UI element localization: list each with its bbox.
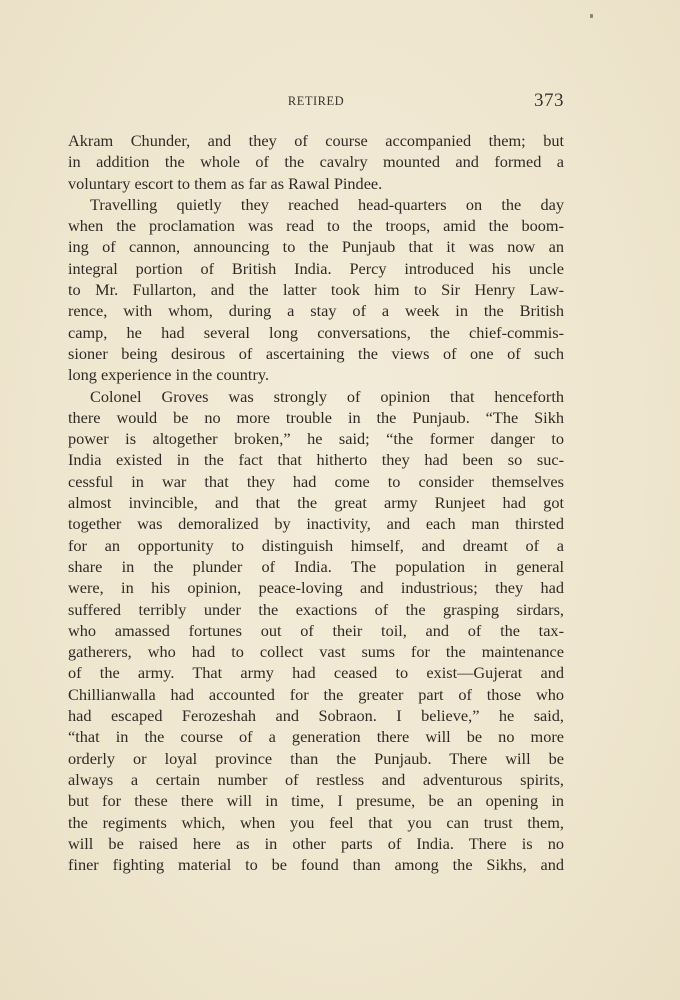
text-line: for an opportunity to distinguish himself, and dreamt of a <box>68 535 564 555</box>
text-line: who amassed fortunes out of their toil, and of the tax- <box>68 620 564 640</box>
text-line: ing of cannon, announcing to the Punjaub that it was now an <box>68 237 564 257</box>
text-line: together was demoralized by inactivity, and each man thirsted <box>68 514 564 534</box>
text-line: to Mr. Fullarton, and the latter took him to Sir Henry Law- <box>68 280 564 300</box>
text-line: voluntary escort to them as far as Rawal Pindee. <box>68 173 383 193</box>
text-line: share in the plunder of India. The population in general <box>68 556 564 576</box>
text-line: suffered terribly under the exactions of the grasping sirdars, <box>68 599 564 619</box>
text-line: when the proclamation was read to the troops, amid the boom- <box>68 216 564 236</box>
text-line: Akram Chunder, and they of course accompanied them; but <box>68 131 564 150</box>
text-line: there would be no more trouble in the Punjaub. “The Sikh <box>68 407 564 427</box>
text-line: Chillianwalla had accounted for the greater part of those who <box>68 684 564 704</box>
text-line: power is altogether broken,” he said; “the former danger to <box>68 429 564 449</box>
text-line: finer fighting material to be found than among the Sikhs, and <box>68 855 564 875</box>
text-line: of the army. That army had ceased to exist—Gujerat and <box>68 663 564 683</box>
text-line: rence, with whom, during a stay of a week in the British <box>68 301 564 321</box>
text-line: were, in his opinion, peace-loving and industrious; they had <box>68 578 564 598</box>
text-line: had escaped Ferozeshah and Sobraon. I believe,” he said, <box>68 706 564 726</box>
text-line: cessful in war that they had come to consider themselves <box>68 471 564 491</box>
text-line: in addition the whole of the cavalry mounted and formed a <box>68 152 564 172</box>
text-line: the regiments which, when you feel that you can trust them, <box>68 812 564 832</box>
ink-speck <box>590 14 593 18</box>
text-line: Colonel Groves was strongly of opinion that henceforth <box>90 386 564 406</box>
text-line: sioner being desirous of ascertaining the views of one of such <box>68 343 564 363</box>
text-line: almost invincible, and that the great army Runjeet had got <box>68 493 564 513</box>
text-line: long experience in the country. <box>68 365 270 385</box>
running-title: RETIRED <box>287 94 345 108</box>
text-line: integral portion of British India. Percy introduced his uncle <box>68 258 564 278</box>
text-line: but for these there will in time, I presume, be an opening in <box>68 791 564 811</box>
text-line: India existed in the fact that hitherto they had been so suc- <box>68 450 564 470</box>
text-line: orderly or loyal province than the Punjaub. There will be <box>68 748 564 768</box>
page-header <box>68 90 564 114</box>
body-text <box>68 130 564 875</box>
text-line: camp, he had several long conversations, the chief-commis- <box>68 322 564 342</box>
text-line: Travelling quietly they reached head-quarters on the day <box>90 194 564 214</box>
text-line: always a certain number of restless and adventurous spirits, <box>68 769 564 789</box>
page-number: 373 <box>534 90 564 111</box>
text-line: will be raised here as in other parts of India. There is no <box>68 833 564 853</box>
text-line: “that in the course of a generation there will be no more <box>68 727 564 747</box>
text-line: gatherers, who had to collect vast sums for the maintenance <box>68 642 564 662</box>
